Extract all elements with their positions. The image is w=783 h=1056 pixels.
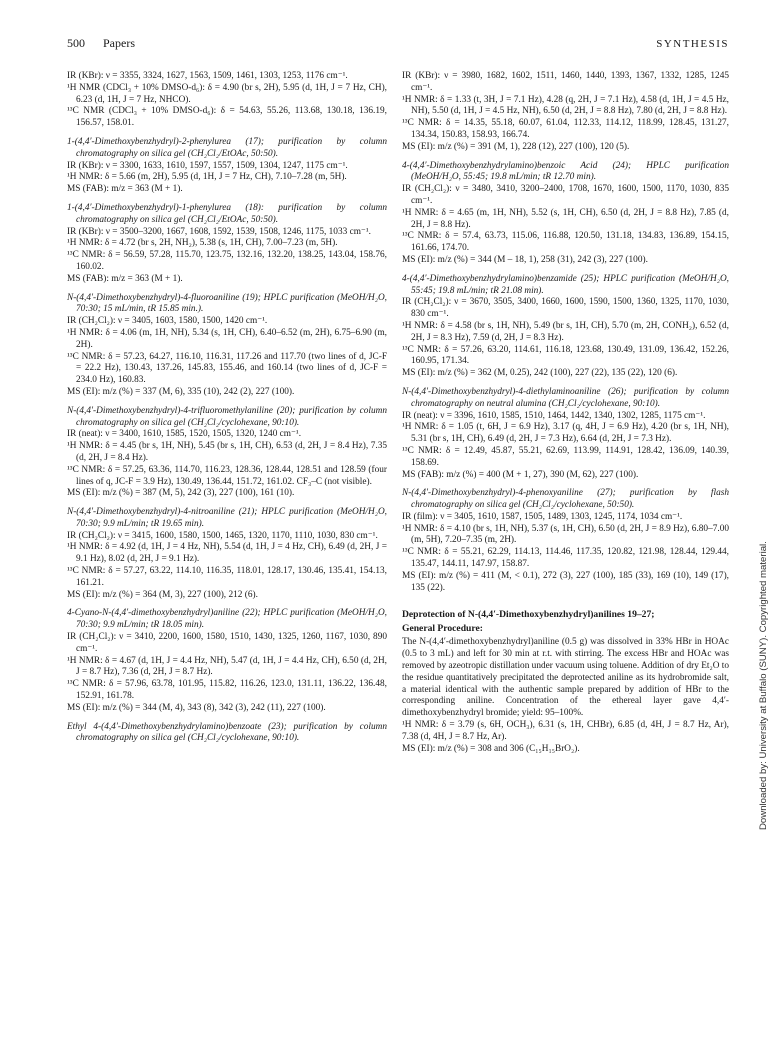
spectral-data-line: ¹³C NMR: δ = 57.25, 63.36, 114.70, 116.23, 128.36, 128.44, 128.51 and 128.59 (four lines of q, JC-F = 3.9 Hz), 130.49, 136.44, 151.72, 161.02. CF₃–C (not visible).: [67, 464, 387, 487]
spectral-data-line: ¹³C NMR: δ = 12.49, 45.87, 55.21, 62.69, 113.99, 114.91, 128.42, 136.09, 140.39, 158.69.: [402, 445, 729, 468]
spectral-data-line: MS (EI): m/z (%) = 337 (M, 6), 335 (10), 242 (2), 227 (100).: [67, 386, 295, 397]
spectral-data-line: MS (FAB): m/z = 363 (M + 1).: [67, 184, 183, 195]
compound-entry: [67, 608, 387, 714]
compound-entry: [67, 406, 387, 500]
procedure-text: The N-(4,4′-dimethoxybenzhydryl)aniline (0.5 g) was dissolved in 33% HBr in HOAc (0.5 to 3 mL) and left for 30 min at r.t. with stirring. The excess HBr and HOAc was removed by azeotropic distillation under vacuum using toluene. Addition of dry Et₂O to the residue quantitatively precipitated the deprotected aniline as its hydrobromide salt, a material identical with the authentic sample prepared by addition of HBr to the corresponding aniline. Concentration of the ethereal layer gave 4,4′-dimethoxybenzhydryl bromide; yield: 95–100%.: [402, 637, 729, 719]
compound-entry: [67, 507, 387, 601]
spectral-data-line: ¹H NMR: δ = 4.67 (d, 1H, J = 4.4 Hz, NH), 5.47 (d, 1H, J = 4.4 Hz, CH), 6.50 (d, 2H, J = 8.7 Hz), 7.36 (d, 2H, J = 8.7 Hz).: [67, 655, 387, 678]
page-header: [0, 0, 783, 60]
page-number: 500: [67, 36, 85, 50]
right-column: [402, 71, 729, 755]
procedure-nmr: ¹H NMR: δ = 3.79 (s, 6H, OCH₃), 6.31 (s, 1H, CHBr), 6.85 (d, 4H, J = 8.7 Hz, Ar), 7.38 (d, 4H, J = 8.7 Hz, Ar).: [402, 720, 729, 742]
compound-entry: [67, 203, 387, 286]
spectral-data-line: ¹H NMR: δ = 4.10 (br s, 1H, NH), 5.37 (s, 1H, CH), 6.50 (d, 2H, J = 8.9 Hz), 6.80–7.00 (m, 5H), 7.20–7.35 (m, 2H).: [402, 523, 729, 546]
spectral-data-line: IR (KBr): ν = 3300, 1633, 1610, 1597, 1557, 1509, 1304, 1247, 1175 cm⁻¹.: [67, 160, 348, 171]
spectral-data-line: MS (FAB): m/z = 363 (M + 1).: [67, 273, 183, 284]
spectral-data-line: ¹H NMR (CDCl₃ + 10% DMSO-d₆): δ = 4.90 (br s, 2H), 5.95 (d, 1H, J = 7 Hz, CH), 6.23 (d, 1H, J = 7 Hz, NHCO).: [67, 82, 387, 105]
compound-title: 4-(4,4′-Dimethoxybenzhydrylamino)benzoic Acid (24); HPLC purification (MeOH/H₂O, 55:45; 19.8 mL/min; tR 12.70 min).: [402, 160, 729, 183]
compound-title: N-(4,4′-Dimethoxybenzhydryl)-4-fluoroaniline (19); HPLC purification (MeOH/H₂O, 70:30; 15 mL/min, tR 15.85 min.).: [67, 292, 387, 315]
spectral-data-line: ¹³C NMR: δ = 57.26, 63.20, 114.61, 116.18, 123.68, 130.49, 131.09, 136.42, 152.26, 160.95, 171.34.: [402, 344, 729, 367]
spectral-data-line: ¹³C NMR: δ = 57.23, 64.27, 116.10, 116.31, 117.26 and 117.70 (two lines of d, JC-F = 22.2 Hz), 130.43, 137.26, 145.83, 155.46, and 160.14 (two lines of d, JC-F = 234.0 Hz), 160.83.: [67, 351, 387, 386]
spectral-data-line: MS (EI): m/z (%) = 387 (M, 5), 242 (3), 227 (100), 161 (10).: [67, 488, 295, 499]
spectral-data-line: ¹H NMR: δ = 4.65 (m, 1H, NH), 5.52 (s, 1H, CH), 6.50 (d, 2H, J = 8.8 Hz), 7.85 (d, 2H, J = 8.8 Hz).: [402, 207, 729, 230]
procedure-heading: Deprotection of N-(4,4′-Dimethoxybenzhydryl)anilines 19–27;: [402, 609, 655, 621]
spectral-data-line: IR (CH₂Cl₂): ν = 3410, 2200, 1600, 1580, 1510, 1430, 1325, 1260, 1167, 1030, 890 cm⁻¹.: [67, 632, 387, 654]
spectral-data-line: ¹³C NMR (CDCl₃ + 10% DMSO-d₆): δ = 54.63, 55.26, 113.68, 130.18, 136.19, 156.57, 158.01.: [67, 106, 387, 129]
compound-entry: [67, 137, 387, 196]
spectral-data-line: ¹³C NMR: δ = 55.21, 62.29, 114.13, 114.46, 117.35, 120.82, 121.98, 128.44, 129.44, 135.47, 144.11, 147.97, 158.87.: [402, 547, 729, 570]
compound-title: 1-(4,4′-Dimethoxybenzhydryl)-2-phenylurea (17); purification by column chromatography on silica gel (CH₂Cl₂/EtOAc, 50:50).: [67, 136, 387, 159]
download-watermark: [758, 370, 772, 830]
spectral-data-line: IR (neat): ν = 3396, 1610, 1585, 1510, 1464, 1442, 1340, 1302, 1285, 1175 cm⁻¹.: [402, 410, 706, 421]
spectral-data-line: ¹H NMR: δ = 4.58 (br s, 1H, NH), 5.49 (br s, 1H, CH), 5.70 (m, 2H, CONH₂), 6.52 (d, 2H, J = 8.3 Hz), 7.59 (d, 2H, J = 8.3 Hz).: [402, 320, 729, 343]
procedure-gap: [402, 601, 729, 609]
spectral-data-line: ¹H NMR: δ = 4.72 (br s, 2H, NH₂), 5.38 (s, 1H, CH), 7.00–7.23 (m, 5H).: [67, 238, 338, 249]
download-watermark-text: Downloaded by: University at Buffalo (SUNY). Copyrighted material.: [758, 541, 769, 830]
spectral-data-line: ¹³C NMR: δ = 56.59, 57.28, 115.70, 123.75, 132.16, 132.20, 138.25, 143.04, 158.76, 160.02.: [67, 250, 387, 272]
procedure-subheading: General Procedure:: [402, 623, 483, 635]
spectral-data-line: IR (CH₂Cl₂): ν = 3405, 1603, 1580, 1500, 1420 cm⁻¹.: [67, 316, 268, 327]
procedure-ms: MS (EI): m/z (%) = 308 and 306 (C₁₅H₁₅BrO₂).: [402, 743, 580, 754]
spectral-data-line: MS (EI): m/z (%) = 391 (M, 1), 228 (12), 227 (100), 120 (5).: [402, 141, 630, 152]
spectral-data-line: IR (neat): ν = 3400, 1610, 1585, 1520, 1505, 1320, 1240 cm⁻¹.: [67, 429, 302, 440]
spectral-data-line: IR (CH₂Cl₂): ν = 3480, 3410, 3200–2400, 1708, 1670, 1600, 1500, 1170, 1030, 835 cm⁻¹.: [402, 184, 729, 206]
compound-entry: [402, 274, 729, 380]
left-column: [67, 71, 387, 752]
spectral-data-line: MS (EI): m/z (%) = 344 (M – 18, 1), 258 (31), 242 (3), 227 (100).: [402, 254, 648, 265]
compound-title: 4-(4,4′-Dimethoxybenzhydrylamino)benzamide (25); HPLC purification (MeOH/H₂O, 55:45; 19.8 mL/min; tR 21.08 min).: [402, 273, 729, 296]
compound-title: N-(4,4′-Dimethoxybenzhydryl)-4-diethylaminoaniline (26); purification by column chromatography on neutral alumina (CH₂Cl₂/cyclohexane, 90:10).: [402, 386, 729, 409]
spectral-data-line: MS (EI): m/z (%) = 364 (M, 3), 227 (100), 212 (6).: [67, 589, 258, 600]
spectral-data-line: ¹³C NMR: δ = 14.35, 55.18, 60.07, 61.04, 112.33, 114.12, 118.99, 128.45, 131.27, 134.34, 150.83, 158.93, 166.74.: [402, 118, 729, 140]
compound-entry: [402, 488, 729, 594]
right-column-entries: [402, 71, 729, 594]
spectral-data-line: ¹³C NMR: δ = 57.96, 63.78, 101.95, 115.82, 116.26, 123.0, 131.11, 136.22, 136.48, 152.91, 161.78.: [67, 679, 387, 702]
compound-entry: [402, 387, 729, 481]
journal-name: SYNTHESIS: [656, 38, 729, 50]
journal-section: Papers: [103, 36, 135, 50]
spectral-data-line: MS (EI): m/z (%) = 411 (M, < 0.1), 272 (3), 227 (100), 185 (33), 169 (10), 149 (17), 135 (22).: [402, 570, 729, 593]
spectral-data-line: ¹H NMR: δ = 4.92 (d, 1H, J = 4 Hz, NH), 5.54 (d, 1H, J = 4 Hz, CH), 6.49 (d, 2H, J = 9.1 Hz), 8.02 (d, 2H, J = 9.1 Hz).: [67, 542, 387, 565]
spectral-data-line: MS (EI): m/z (%) = 344 (M, 4), 343 (8), 342 (3), 242 (11), 227 (100).: [67, 702, 326, 713]
spectral-data-line: MS (EI): m/z (%) = 362 (M, 0.25), 242 (100), 227 (22), 135 (22), 120 (6).: [402, 368, 678, 379]
spectral-data-line: MS (FAB): m/z (%) = 400 (M + 1, 27), 390 (M, 62), 227 (100).: [402, 469, 639, 480]
compound-entry: [67, 293, 387, 399]
spectral-data-line: ¹H NMR: δ = 4.45 (br s, 1H, NH), 5.45 (br s, 1H, CH), 6.53 (d, 2H, J = 8.4 Hz), 7.35 (d, 2H, J = 8.4 Hz).: [67, 441, 387, 463]
spectral-data-line: IR (KBr): ν = 3980, 1682, 1602, 1511, 1460, 1440, 1393, 1367, 1332, 1285, 1245 cm⁻¹.: [402, 71, 729, 93]
spectral-data-line: ¹H NMR: δ = 1.33 (t, 3H, J = 7.1 Hz), 4.28 (q, 2H, J = 7.1 Hz), 4.58 (d, 1H, J = 4.5 Hz, NH), 5.50 (d, 1H, J = 4.5 Hz, NH), 6.50 (d, 2H, J = 8.8 Hz), 7.80 (d, 2H, J = 8.8 Hz).: [402, 94, 729, 117]
compound-title: N-(4,4′-Dimethoxybenzhydryl)-4-trifluoromethylaniline (20); purification by column chromatography on silica gel (CH₂Cl₂/cyclohexane, 90:10).: [67, 405, 387, 428]
general-procedure: [402, 609, 729, 755]
compound-entry: [402, 161, 729, 267]
spectral-data-line: ¹H NMR: δ = 5.66 (m, 2H), 5.95 (d, 1H, J = 7 Hz, CH), 7.10–7.28 (m, 5H).: [67, 172, 347, 183]
compound-entry: [402, 71, 729, 154]
spectral-data-line: ¹H NMR: δ = 4.06 (m, 1H, NH), 5.34 (s, 1H, CH), 6.40–6.52 (m, 2H), 6.75–6.90 (m, 2H).: [67, 327, 387, 350]
spectral-data-line: IR (CH₂Cl₂): ν = 3670, 3505, 3400, 1660, 1600, 1590, 1500, 1360, 1325, 1170, 1030, 830 cm⁻¹.: [402, 297, 729, 320]
compound-title: 4-Cyano-N-(4,4′-dimethoxybenzhydryl)aniline (22); HPLC purification (MeOH/H₂O, 70:30; 9.9 mL/min; tR 18.05 min).: [67, 608, 387, 631]
spectral-data-line: ¹³C NMR: δ = 57.27, 63.22, 114.10, 116.35, 118.01, 128.17, 130.46, 135.41, 154.13, 161.21.: [67, 566, 387, 588]
compound-title: Ethyl 4-(4,4′-Dimethoxybenzhydrylamino)benzoate (23); purification by column chromatography on silica gel (CH₂Cl₂/cyclohexane, 90:10).: [67, 721, 387, 744]
compound-title: N-(4,4′-Dimethoxybenzhydryl)-4-phenoxyaniline (27); purification by flash chromatography on silica gel (CH₂Cl₂/cyclohexane, 50:50).: [402, 488, 729, 511]
compound-title: N-(4,4′-Dimethoxybenzhydryl)-4-nitroaniline (21); HPLC purification (MeOH/H₂O, 70:30; 9.9 mL/min; tR 19.65 min).: [67, 507, 387, 529]
compound-entry: [67, 71, 387, 130]
spectral-data-line: IR (KBr): ν = 3500–3200, 1667, 1608, 1592, 1539, 1508, 1246, 1175, 1033 cm⁻¹.: [67, 226, 371, 237]
spectral-data-line: IR (KBr): ν = 3355, 3324, 1627, 1563, 1509, 1461, 1303, 1253, 1176 cm⁻¹.: [67, 71, 348, 81]
spectral-data-line: ¹H NMR: δ = 1.05 (t, 6H, J = 6.9 Hz), 3.17 (q, 4H, J = 6.9 Hz), 4.20 (br s, 1H, NH), 5.31 (br s, 1H, CH), 6.49 (d, 2H, J = 7.3 Hz), 6.64 (d, 2H, J = 7.3 Hz).: [402, 422, 729, 445]
compound-title: 1-(4,4′-Dimethoxybenzhydryl)-1-phenylurea (18): purification by column chromatography on silica gel (CH₂Cl₂/EtOAc, 50:50).: [67, 202, 387, 225]
spectral-data-line: IR (film): ν = 3405, 1610, 1587, 1505, 1489, 1303, 1245, 1174, 1034 cm⁻¹.: [402, 511, 683, 522]
compound-entry: [67, 722, 387, 746]
spectral-data-line: ¹³C NMR: δ = 57.4, 63.73, 115.06, 116.88, 120.50, 131.18, 134.83, 136.89, 154.15, 161.66, 174.70.: [402, 231, 729, 254]
spectral-data-line: IR (CH₂Cl₂): ν = 3415, 1600, 1580, 1500, 1465, 1320, 1170, 1110, 1030, 830 cm⁻¹.: [67, 530, 378, 541]
